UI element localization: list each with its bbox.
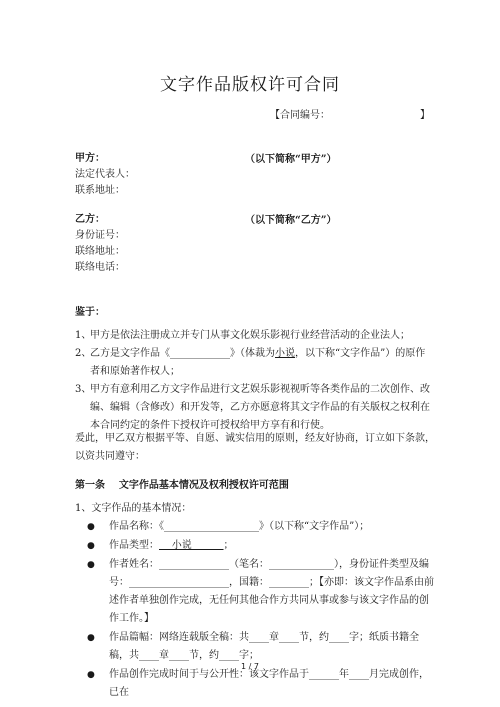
- bullet-icon: ●: [87, 541, 95, 551]
- list-item: ● 作品创作完成时间于与公开性：该文字作品于______年____月完成创作，已在: [75, 666, 435, 702]
- recitals-list: [75, 327, 435, 435]
- list-item: ● 作品类型： 小说 ；: [75, 537, 435, 555]
- list-item: ● 作品名称：《___________________》（以下称“文字作品”）；: [75, 518, 435, 536]
- bullet-icon: ●: [87, 633, 95, 643]
- contract-number-label: 【合同编号：: [270, 110, 330, 121]
- party-b-label: 乙方：: [75, 214, 105, 225]
- party-a-alias: （以下简称“甲方”）: [245, 154, 337, 165]
- list-item: 1、 甲方是依法注册成立并专门从事文化娱乐影视行业经营活动的企业法人；: [75, 330, 410, 341]
- contract-number: [270, 106, 430, 121]
- bullet-icon: ●: [87, 560, 95, 570]
- party-b-address: 联络地址：: [75, 246, 125, 257]
- work-title-blank: ____________: [170, 348, 230, 359]
- article-1-heading: 第一条 文字作品基本情况及权利授权许可范围: [75, 480, 289, 491]
- document-title: 文字作品版权许可合同: [160, 75, 340, 95]
- party-a-address: 联系地址：: [75, 185, 125, 196]
- page-indicator: 1 / 7: [241, 662, 259, 671]
- genre-value: 小说: [275, 348, 295, 359]
- party-b-alias: （以下简称“乙方”）: [245, 215, 337, 226]
- list-item: 2、 乙方是文字作品《____________》（体裁为小说，以下称“文字作品”）的原作者和原始著作权人；: [75, 348, 426, 377]
- party-a-representative: 法定代表人：: [75, 169, 135, 180]
- bullet-icon: ●: [87, 670, 95, 680]
- agreement-paragraph: 爰此，甲乙双方根据平等、自愿、诚实信用的原则，经友好协商，订立如下条款，以资共同遵守：: [75, 433, 435, 462]
- contract-number-close: 】: [420, 110, 430, 121]
- recitals-heading: 鉴于：: [75, 307, 105, 318]
- section-1-heading: 1、文字作品的基本情况：: [75, 503, 192, 514]
- work-type-value: 小说: [159, 540, 224, 551]
- bullet-icon: ●: [87, 522, 95, 532]
- party-b-id: 身份证号：: [75, 230, 125, 241]
- party-b-phone: 联络电话：: [75, 262, 125, 273]
- list-item: 3、 甲方有意利用乙方文字作品进行文艺娱乐影视视听等各类作品的二次创作、改编、编辑（含修改）和开发等，乙方亦愿意将其文字作品的有关版权之权利在本合同约定的条件下授权许可授权给甲方享有和行使。: [75, 384, 430, 431]
- list-item: ● 作者姓名：______________（笔名：_____________），身份证件类型及编号：____________________，国籍：________；【亦即：该文字作品系由前述作者单独创作完成，无任何其他合作方共同从事或参与该文字作品的创作工作。】: [75, 556, 435, 628]
- party-a-label: 甲方：: [75, 153, 105, 164]
- list-item: ● 作品篇幅：网络连载版全稿：共____章____节，约____字；纸质书籍全稿，共____章____节，约____字；: [75, 629, 435, 665]
- work-info-list: [75, 518, 435, 703]
